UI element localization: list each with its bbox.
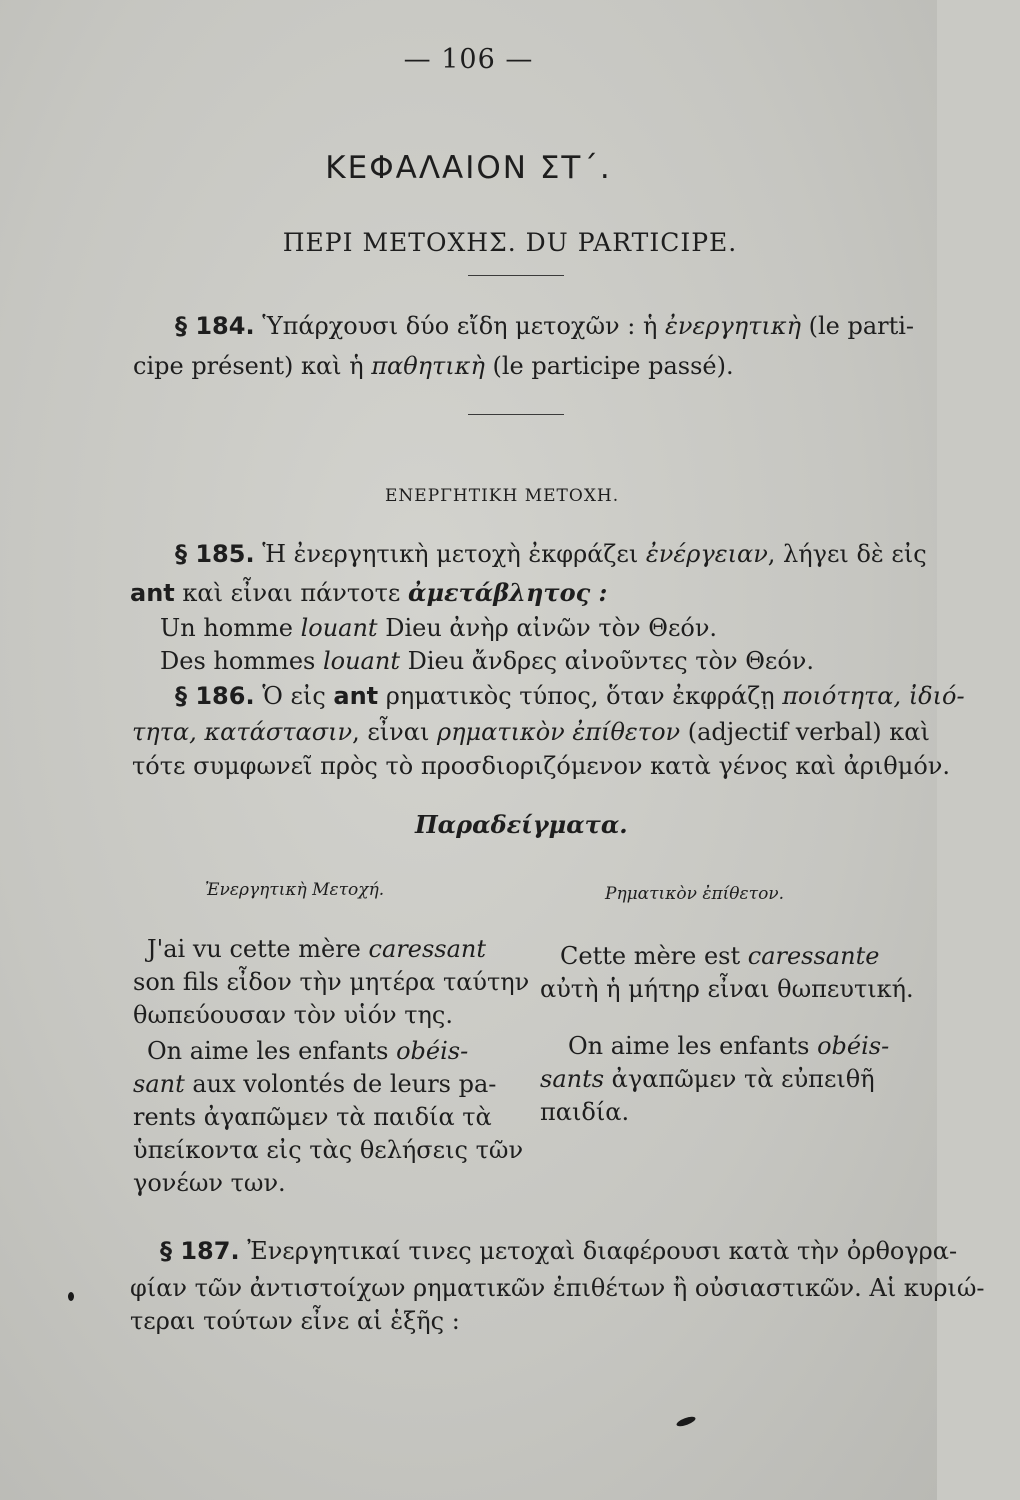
page-number: — 106 — [403,44,534,75]
divider [468,414,564,415]
left-column-heading: Ἐνεργητικὴ Μετοχή. [205,880,385,900]
paragraph-184-line1: § 184. Ὑπάρχουσι δύο εἴδη μετοχῶν : ἡ ἐνεργητικὴ (le parti- [175,312,915,340]
ink-speck [675,1415,696,1428]
paragraph-186-line1: § 186. Ὁ εἰς ant ρηματικὸς τύπος, ὅταν ἐκφράζῃ ποιότητα, ἰδιό- [175,682,965,710]
section-number: § 185. [175,540,255,568]
ink-speck [68,1292,74,1301]
divider [468,275,564,276]
paragraph-185-line1: § 185. Ἡ ἐνεργητικὴ μετοχὴ ἐκφράζει ἐνέργειαν, λήγει δὲ εἰς [175,540,927,568]
paragraph-187-line1: § 187. Ἐνεργητικαί τινες μετοχαὶ διαφέρουσι κατὰ τὴν ὀρθογρα- [160,1237,958,1265]
section-subtitle: ΠΕΡΙ ΜΕΤΟΧΗΣ. DU PARTICIPE. [282,228,738,257]
section-number: § 184. [175,312,255,340]
left-column-text: J'ai vu cette mère caressant son fils εἶδον τὴν μητέρα ταύτην θωπεύουσαν τὸν υἱόν της. On aime les enfants obéis- sant aux volontés de leurs pa- rents ἀγαπῶμεν τὰ παιδία τὰ ὑπείκοντα εἰς τὰς θελήσεις τῶν γονέων των. [133,935,530,1197]
right-column-text: Cette mère est caressante αὐτὴ ἡ μήτηρ εἶναι θωπευτική. On aime les enfants obéis- sants ἀγαπῶμεν τὰ εὐπειθῆ παιδία. [540,942,914,1126]
paragraph-186-line2: τητα, κατάστασιν, εἶναι ρηματικὸν ἐπίθετον (adjectif verbal) καὶ [132,718,930,746]
paragraph-185-line2: ant καὶ εἶναι πάντοτε ἀμετάβλητος : [130,578,608,607]
paragraph-187-line3: τεραι τούτων εἶνε αἱ ἑξῆς : [130,1307,460,1335]
active-participle-heading: ΕΝΕΡΓΗΤΙΚΗ ΜΕΤΟΧΗ. [385,486,620,506]
section-number: § 186. [175,682,255,710]
examples-heading: Παραδείγματα. [415,810,628,839]
paragraph-184-line2: cipe présent) καὶ ἡ παθητικὴ (le participe passé). [133,352,734,380]
paragraph-186-line3: τότε συμφωνεῖ πρὸς τὸ προσδιοριζόμενον κατὰ γένος καὶ ἀριθμόν. [132,752,951,780]
paragraph-187-line2: φίαν τῶν ἀντιστοίχων ρηματικῶν ἐπιθέτων ἢ οὐσιαστικῶν. Αἱ κυριώ- [130,1274,985,1302]
right-column-heading: Ρηματικὸν ἐπίθετον. [605,884,785,904]
chapter-title: ΚΕΦΑΛΑΙΟΝ ΣΤ΄. [325,150,612,186]
example-line: Des hommes louant Dieu ἄνδρες αἰνοῦντες τὸν Θεόν. [160,647,815,675]
example-line: Un homme louant Dieu ἀνὴρ αἰνῶν τὸν Θεόν. [160,614,718,642]
section-number: § 187. [160,1237,240,1265]
